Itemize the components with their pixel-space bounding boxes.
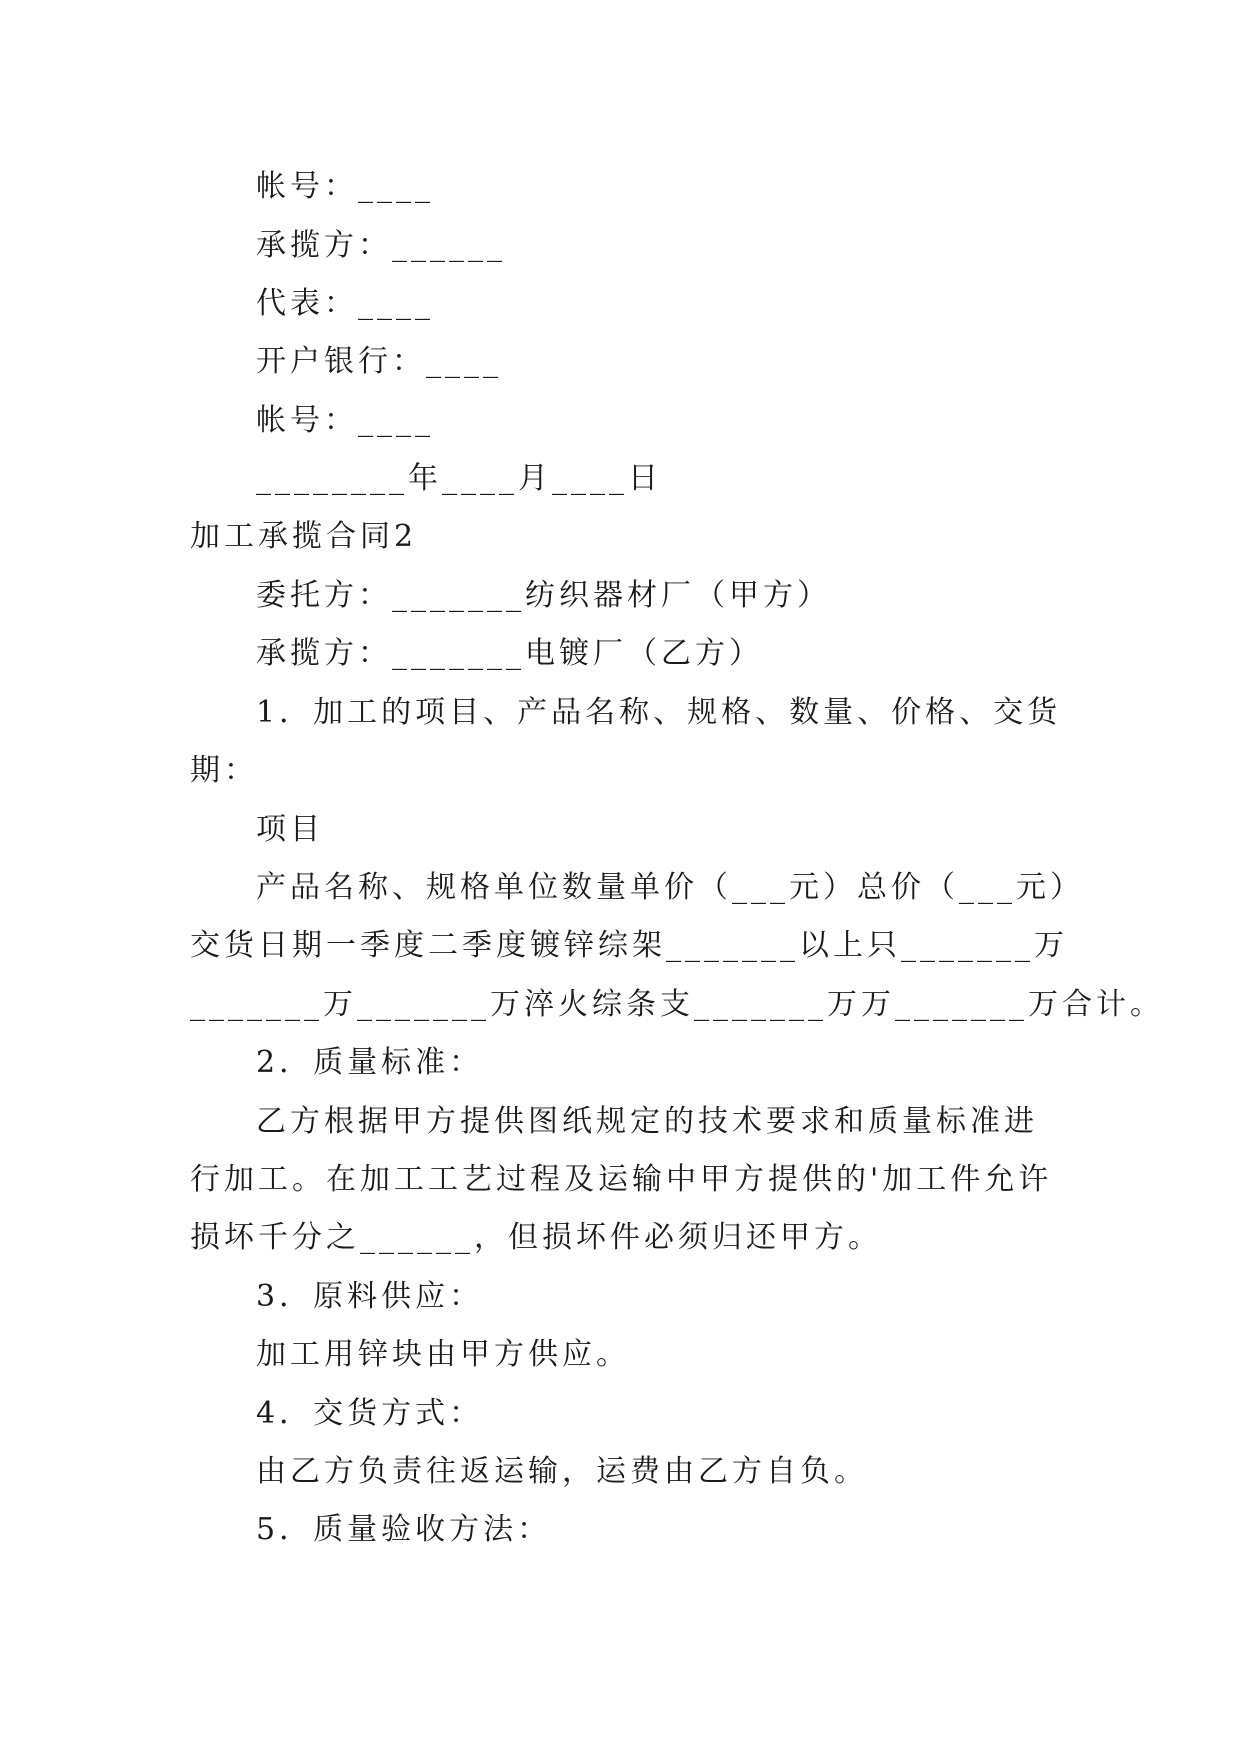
item-table-row-2: _______万_______万淬火综条支_______万万_______万合计。 xyxy=(190,987,1164,1022)
contractor-line-1: 承揽方：______ xyxy=(256,228,506,263)
clause-2-text-1: 乙方根据甲方提供图纸规定的技术要求和质量标准进 xyxy=(256,1104,1038,1139)
clause-2-heading: 2．质量标准： xyxy=(256,1045,484,1080)
clause-3-heading: 3．原料供应： xyxy=(256,1279,484,1314)
account-number-line-2: 帐号：____ xyxy=(256,403,434,438)
clause-2-text-2: 行加工。在加工工艺过程及运输中甲方提供的'加工件允许 xyxy=(190,1162,1053,1197)
account-number-line-1: 帐号：____ xyxy=(256,169,434,204)
clause-1-heading: 1．加工的项目、产品名称、规格、数量、价格、交货 xyxy=(256,695,1062,730)
clause-5-heading: 5．质量验收方法： xyxy=(256,1512,552,1547)
clause-4-heading: 4．交货方式： xyxy=(256,1396,484,1431)
representative-line: 代表：____ xyxy=(256,286,434,321)
client-line: 委托方：_______纺织器材厂（甲方） xyxy=(256,578,831,613)
bank-line: 开户银行：____ xyxy=(256,344,502,379)
clause-1-heading-cont: 期： xyxy=(190,753,258,788)
clause-4-text: 由乙方负责往返运输，运费由乙方自负。 xyxy=(256,1454,868,1489)
item-table-row-1: 交货日期一季度二季度镀锌综架_______以上只_______万 xyxy=(190,928,1068,963)
item-table-header: 产品名称、规格单位数量单价（___元）总价（___元） xyxy=(256,870,1084,905)
clause-2-text-3: 损坏千分之______，但损坏件必须归还甲方。 xyxy=(190,1220,882,1255)
date-line: ________年____月____日 xyxy=(256,461,662,496)
clause-3-text: 加工用锌块由甲方供应。 xyxy=(256,1337,630,1372)
contractor-line-2: 承揽方：_______电镀厂（乙方） xyxy=(256,636,763,671)
contract-title: 加工承揽合同2 xyxy=(190,519,418,554)
item-label: 项目 xyxy=(256,812,324,847)
